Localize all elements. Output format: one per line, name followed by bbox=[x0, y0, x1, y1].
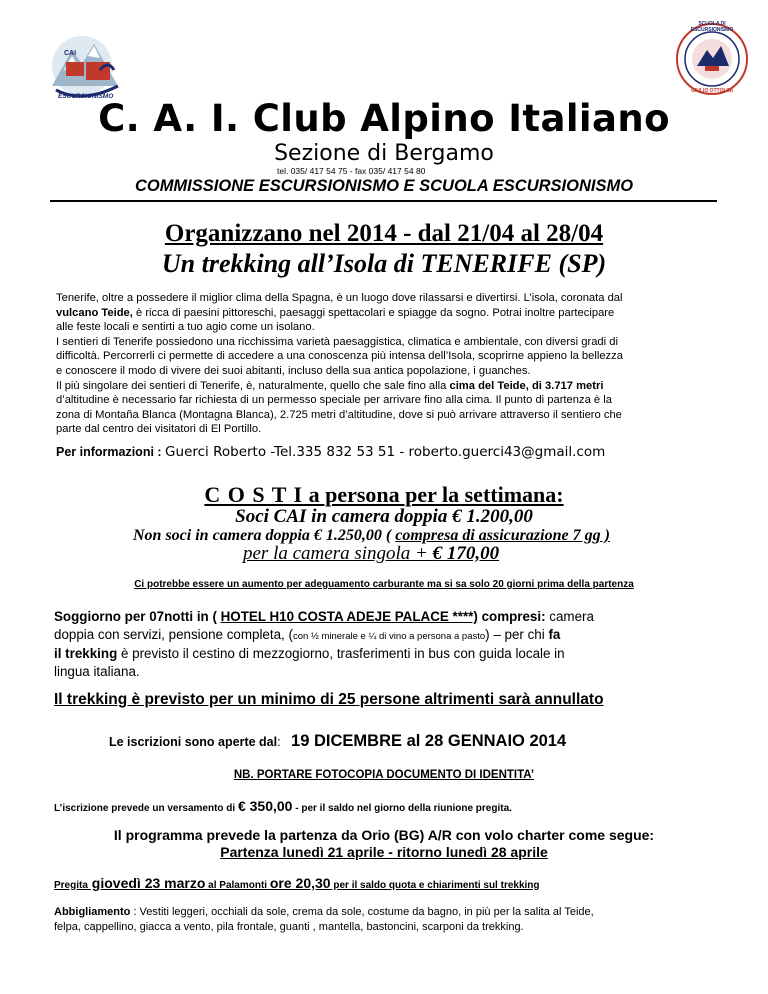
description-line: e conoscere il modo di vivere dei suoi abitanti, incluso della sua antica popolazione, i guanches. bbox=[56, 364, 531, 377]
clothing-line: Abbigliamento : Vestiti leggeri, occhiali da sole, crema da sole, costume da bagno, in più per la salita al Teide, bbox=[54, 906, 594, 918]
hotel-name: HOTEL H10 COSTA ADEJE PALACE ****) bbox=[220, 609, 478, 624]
deposit-amount: € 350,00 bbox=[237, 798, 293, 814]
school-badge-icon bbox=[675, 22, 749, 96]
nb-note: NB. PORTARE FOTOCOPIA DOCUMENTO DI IDENTITA’ bbox=[233, 769, 535, 781]
header-divider bbox=[50, 200, 717, 202]
description-line: difficoltà. Percorrerli ci permette di accedere a una conoscenza più intensa dell’Isola, scoprirne appieno la bellezza bbox=[56, 350, 623, 363]
page-title: C. A. I. Club Alpino Italiano bbox=[98, 97, 670, 140]
event-title: Un trekking all’Isola di TENERIFE (SP) bbox=[161, 249, 607, 278]
highlight-text: vulcano Teide, bbox=[56, 306, 133, 319]
school-logo bbox=[675, 22, 749, 96]
description-line: Il più singolare dei sentieri di Tenerife, è, naturalmente, quello che sale fino alla cima del Teide, di 3.717 metri bbox=[56, 379, 604, 392]
stay-line: il trekking è previsto il cestino di mezzogiorno, trasferimenti in bus con guida locale in bbox=[54, 646, 565, 661]
enrollment-line: Le iscrizioni sono aperte dal: 19 DICEMBRE al 28 GENNAIO 2014 bbox=[109, 732, 567, 750]
description-line: parte dal centro dei visitatori di El Portillo. bbox=[56, 423, 262, 436]
highlight-text: cima del Teide, di 3.717 metri bbox=[449, 379, 604, 392]
info-label: Per informazioni : bbox=[56, 445, 166, 459]
school-logo-text: SCUOLA DI ESCURSIONISMO bbox=[690, 21, 734, 33]
info-contact[interactable]: Guerci Roberto -Tel.335 832 53 51 - roberto.guerci43@gmail.com bbox=[165, 444, 606, 460]
description-line: d’altitudine è necessario far richiesta di un permesso speciale per arrivare fino alla cima. Il punto di partenza è la bbox=[56, 394, 612, 407]
contacts-line: tel. 035/ 417 54 75 - fax 035/ 417 54 80 bbox=[277, 166, 426, 176]
clothing-label: Abbigliamento bbox=[54, 906, 131, 918]
cost-non-members: Non soci in camera doppia € 1.250,00 ( compresa di assicurazione 7 gg ) bbox=[133, 527, 610, 544]
description-line: alle feste locali e sentirti a tuo agio come un isolano. bbox=[56, 321, 315, 334]
description bbox=[56, 291, 726, 437]
cost-members: Soci CAI in camera doppia € 1.200,00 bbox=[235, 506, 533, 527]
costs-heading: C O S T I a persona per la settimana: bbox=[204, 482, 564, 507]
minimum-participants-notice: Il trekking è previsto per un minimo di 25 persone altrimenti sarà annullato bbox=[54, 691, 604, 708]
section-subtitle: Sezione di Bergamo bbox=[274, 141, 494, 166]
stay-line: doppia con servizi, pensione completa, (con ½ minerale e ¼ di vino a persona a pasto) – per chi fa bbox=[54, 626, 561, 642]
deposit-line: L’iscrizione prevede un versamento di € 350,00 - per il saldo nel giorno della riunione pregita. bbox=[54, 798, 512, 814]
school-logo-subtext: GIULIO OTTOLINI bbox=[691, 88, 733, 94]
description-line: vulcano Teide, è ricca di paesini pittoreschi, paesaggi spettacolari e spiagge da sogno. Potrai inoltre partecipare bbox=[56, 306, 615, 319]
description-line: I sentieri di Tenerife possiedono una ricchissima varietà paesaggistica, climatica e ambientale, con diversi gradi di bbox=[56, 335, 618, 348]
stay-line: lingua italiana. bbox=[54, 663, 140, 679]
cai-logo-subtext: ESCURSIONISMO bbox=[58, 93, 114, 100]
clothing-list bbox=[54, 905, 734, 934]
program-dates: Partenza lunedì 21 aprile - ritorno lunedì 28 aprile bbox=[220, 844, 548, 860]
stay-details bbox=[54, 608, 724, 680]
cai-logo-text: CAI bbox=[64, 50, 77, 57]
description-line: zona di Montaña Blanca (Montagna Blanca), 2.725 metri d’altitudine, dove si può arrivare attraverso il sentiero che bbox=[56, 408, 622, 421]
event-dates-heading: Organizzano nel 2014 - dal 21/04 al 28/04 bbox=[164, 220, 604, 247]
description-line: Tenerife, oltre a possedere il miglior clima della Spagna, è un luogo dove rilassarsi e divertirsi. L’isola, coronata dal bbox=[56, 292, 623, 304]
clothing-line: felpa, cappellino, giacca a vento, pila frontale, guanti , mantella, bastoncini, scarponi da trekking. bbox=[54, 920, 524, 933]
program-line: Il programma prevede la partenza da Orio (BG) A/R con volo charter come segue: bbox=[113, 827, 655, 843]
enrollment-label: Le iscrizioni sono aperte dal bbox=[109, 735, 278, 749]
stay-line: Soggiorno per 07notti in ( HOTEL H10 COSTA ADEJE PALACE ****) compresi: camera bbox=[54, 609, 594, 624]
cai-logo bbox=[38, 30, 138, 102]
enrollment-dates: 19 DICEMBRE al 28 GENNAIO 2014 bbox=[291, 732, 567, 750]
mountain-logo-icon bbox=[38, 30, 138, 102]
pregita-line: Pregita giovedì 23 marzo al Palamonti ore 20,30 per il saldo quota e chiarimenti sul trekking bbox=[54, 875, 540, 891]
info-line bbox=[56, 444, 605, 460]
fuel-warning: Ci potrebbe essere un aumento per adeguamento carburante ma si sa solo 20 giorni prima della partenza bbox=[134, 579, 634, 590]
cost-single-room: per la camera singola + € 170,00 bbox=[243, 543, 500, 564]
commission-heading: COMMISSIONE ESCURSIONISMO E SCUOLA ESCURSIONISMO bbox=[134, 177, 634, 195]
